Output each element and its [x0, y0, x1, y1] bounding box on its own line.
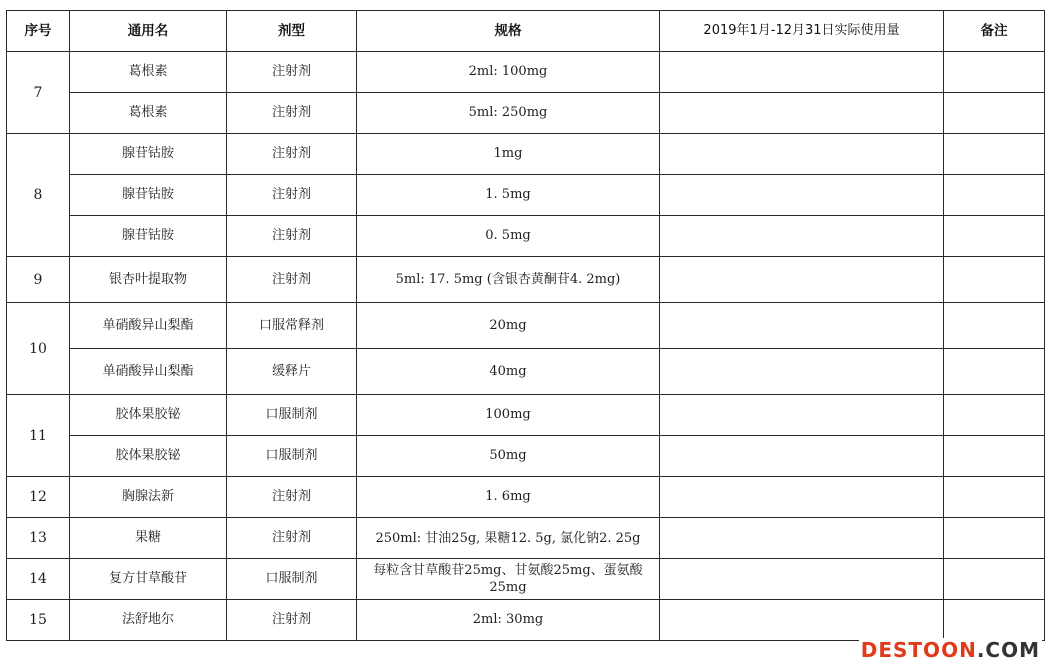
generic-name-cell: 银杏叶提取物: [70, 257, 227, 303]
dosage-form-cell: 口服常释剂: [227, 303, 357, 349]
remark-cell: [944, 134, 1045, 175]
remark-cell: [944, 257, 1045, 303]
row-seq: 13: [7, 518, 70, 559]
specification-cell: 40mg: [357, 349, 660, 395]
specification-cell: 2ml: 30mg: [357, 600, 660, 641]
generic-name-cell: 胶体果胶铋: [70, 395, 227, 436]
dosage-form-cell: 口服制剂: [227, 559, 357, 600]
generic-name-cell: 葛根素: [70, 93, 227, 134]
table-row: [7, 216, 1045, 257]
generic-name-cell: 腺苷钴胺: [70, 216, 227, 257]
dosage-form-cell: 缓释片: [227, 349, 357, 395]
row-seq: 10: [7, 303, 70, 395]
dosage-form-cell: 注射剂: [227, 216, 357, 257]
row-seq: 14: [7, 559, 70, 600]
usage-cell: [660, 349, 944, 395]
table-row: [7, 303, 1045, 349]
table-row: [7, 395, 1045, 436]
remark-cell: [944, 477, 1045, 518]
usage-cell: [660, 395, 944, 436]
usage-cell: [660, 477, 944, 518]
table-header-row: [7, 11, 1045, 52]
table-row: [7, 349, 1045, 395]
generic-name-cell: 单硝酸异山梨酯: [70, 303, 227, 349]
generic-name-cell: 复方甘草酸苷: [70, 559, 227, 600]
specification-cell: 1. 5mg: [357, 175, 660, 216]
table-row: [7, 52, 1045, 93]
dosage-form-cell: 注射剂: [227, 477, 357, 518]
row-seq: 15: [7, 600, 70, 641]
remark-cell: [944, 518, 1045, 559]
dosage-form-cell: 注射剂: [227, 134, 357, 175]
usage-cell: [660, 436, 944, 477]
header-dosage-form: 剂型: [227, 11, 357, 52]
table-row: [7, 477, 1045, 518]
table-row: [7, 436, 1045, 477]
header-generic-name: 通用名: [70, 11, 227, 52]
specification-cell: 250ml: 甘油25g, 果糖12. 5g, 氯化钠2. 25g: [357, 518, 660, 559]
watermark-domain: .COM: [976, 638, 1040, 662]
table-row: [7, 600, 1045, 641]
remark-cell: [944, 559, 1045, 600]
usage-cell: [660, 52, 944, 93]
header-remark: 备注: [944, 11, 1045, 52]
specification-cell: 5ml: 17. 5mg (含银杏黄酮苷4. 2mg): [357, 257, 660, 303]
table-row: [7, 93, 1045, 134]
usage-cell: [660, 93, 944, 134]
row-seq: 11: [7, 395, 70, 477]
usage-cell: [660, 559, 944, 600]
dosage-form-cell: 注射剂: [227, 52, 357, 93]
row-seq: 12: [7, 477, 70, 518]
usage-cell: [660, 600, 944, 641]
generic-name-cell: 胸腺法新: [70, 477, 227, 518]
usage-cell: [660, 303, 944, 349]
watermark-brand: DESTOON: [860, 638, 977, 662]
drug-usage-table: [6, 10, 1045, 641]
table-row: [7, 134, 1045, 175]
table-row: [7, 257, 1045, 303]
generic-name-cell: 果糖: [70, 518, 227, 559]
dosage-form-cell: 注射剂: [227, 600, 357, 641]
dosage-form-cell: 注射剂: [227, 93, 357, 134]
generic-name-cell: 单硝酸异山梨酯: [70, 349, 227, 395]
usage-cell: [660, 216, 944, 257]
usage-cell: [660, 518, 944, 559]
remark-cell: [944, 52, 1045, 93]
specification-cell: 1. 6mg: [357, 477, 660, 518]
header-seq: 序号: [7, 11, 70, 52]
specification-cell: 2ml: 100mg: [357, 52, 660, 93]
usage-cell: [660, 257, 944, 303]
usage-cell: [660, 175, 944, 216]
header-actual-usage: 2019年1月-12月31日实际使用量: [660, 11, 944, 52]
usage-cell: [660, 134, 944, 175]
specification-cell: 0. 5mg: [357, 216, 660, 257]
dosage-form-cell: 注射剂: [227, 175, 357, 216]
generic-name-cell: 腺苷钴胺: [70, 134, 227, 175]
remark-cell: [944, 600, 1045, 641]
dosage-form-cell: 注射剂: [227, 257, 357, 303]
generic-name-cell: 法舒地尔: [70, 600, 227, 641]
specification-cell: 50mg: [357, 436, 660, 477]
remark-cell: [944, 395, 1045, 436]
dosage-form-cell: 注射剂: [227, 518, 357, 559]
generic-name-cell: 腺苷钴胺: [70, 175, 227, 216]
remark-cell: [944, 349, 1045, 395]
header-specification: 规格: [357, 11, 660, 52]
row-seq: 7: [7, 52, 70, 134]
generic-name-cell: 葛根素: [70, 52, 227, 93]
table-row: [7, 518, 1045, 559]
remark-cell: [944, 93, 1045, 134]
dosage-form-cell: 口服制剂: [227, 395, 357, 436]
destoon-watermark: [859, 638, 1042, 662]
dosage-form-cell: 口服制剂: [227, 436, 357, 477]
specification-cell: 20mg: [357, 303, 660, 349]
row-seq: 9: [7, 257, 70, 303]
table-row: [7, 559, 1045, 600]
table-row: [7, 175, 1045, 216]
row-seq: 8: [7, 134, 70, 257]
specification-cell: 100mg: [357, 395, 660, 436]
specification-cell: 5ml: 250mg: [357, 93, 660, 134]
generic-name-cell: 胶体果胶铋: [70, 436, 227, 477]
remark-cell: [944, 436, 1045, 477]
specification-cell: 每粒含甘草酸苷25mg、甘氨酸25mg、蛋氨酸25mg: [357, 559, 660, 600]
specification-cell: 1mg: [357, 134, 660, 175]
remark-cell: [944, 175, 1045, 216]
remark-cell: [944, 216, 1045, 257]
remark-cell: [944, 303, 1045, 349]
